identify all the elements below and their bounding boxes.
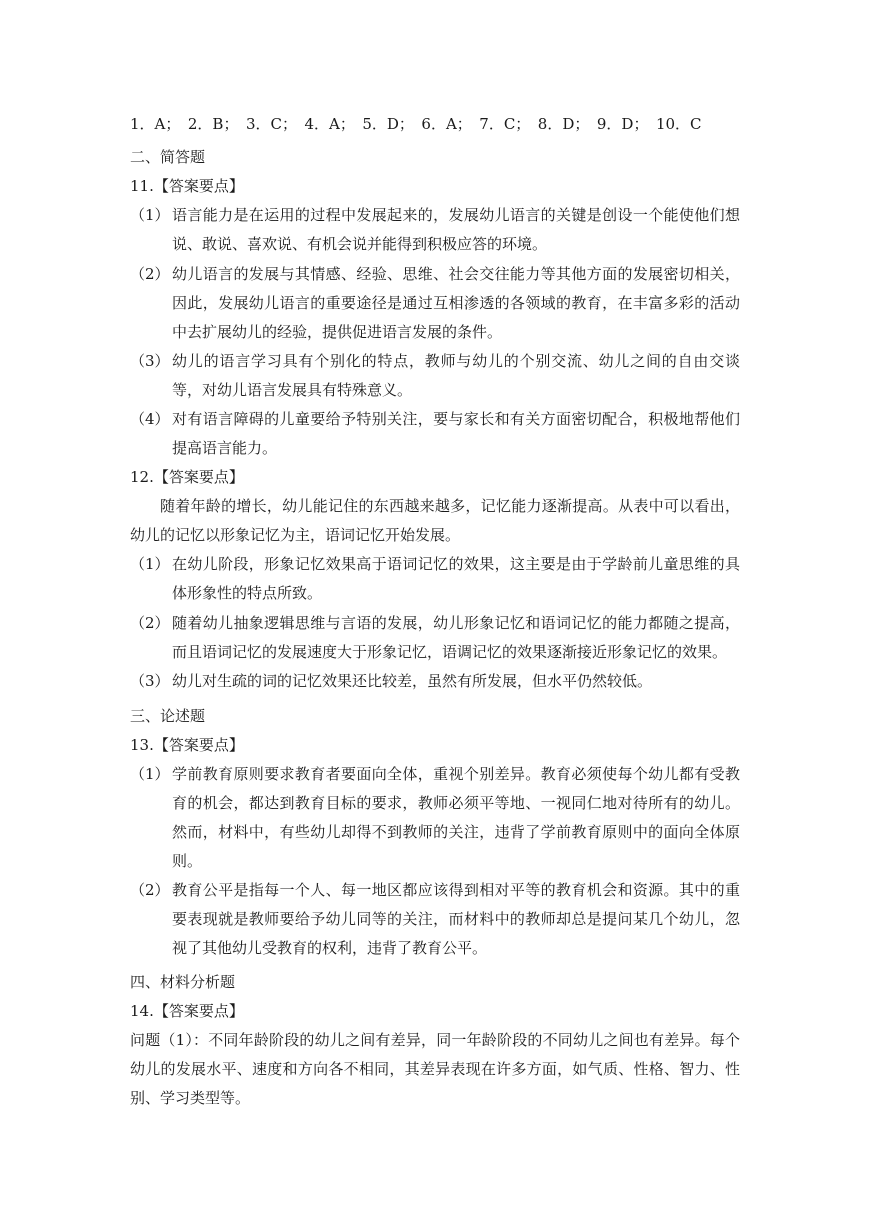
point-number: （4） xyxy=(130,410,170,428)
point-text: 幼儿语言的发展与其情感、经验、思维、社会交往能力等其他方面的发展密切相关，因此，发展幼儿语言的重要途径是通过互相渗透的各领域的教育，在丰富多彩的活动中去扩展幼儿的经验，提供促进语言发展的条件。 xyxy=(172,265,740,341)
q12-point-2 xyxy=(130,609,740,667)
q11-point-2 xyxy=(130,260,740,347)
answer-label-q12: 12.【答案要点】 xyxy=(130,468,244,486)
q12-point-1 xyxy=(130,550,740,608)
q11-point-4 xyxy=(130,405,740,463)
point-number: （1） xyxy=(130,206,170,224)
point-text: 在幼儿阶段，形象记忆效果高于语词记忆的效果，这主要是由于学龄前儿童思维的具体形象性的特点所致。 xyxy=(172,555,740,602)
multiple-choice-answers: 1．A； 2．B； 3．C； 4．A； 5．D； 6．A； 7．C； 8．D； 9．D； 10．C xyxy=(130,115,702,133)
answer-label-q11: 11.【答案要点】 xyxy=(130,177,244,195)
q12-intro-paragraph: 随着年龄的增长，幼儿能记住的东西越来越多，记忆能力逐渐提高。从表中可以看出，幼儿的记忆以形象记忆为主，语词记忆开始发展。 xyxy=(130,497,740,544)
section-heading-short-answer: 二、简答题 xyxy=(130,148,206,166)
section-heading-essay: 三、论述题 xyxy=(130,707,206,725)
answer-label-q13: 13.【答案要点】 xyxy=(130,736,244,754)
section-heading-material-analysis: 四、材料分析题 xyxy=(130,973,236,991)
answer-label-q14: 14.【答案要点】 xyxy=(130,1002,244,1020)
q13-point-1 xyxy=(130,760,740,876)
point-text: 幼儿对生疏的词的记忆效果还比较差，虽然有所发展，但水平仍然较低。 xyxy=(172,672,653,690)
point-number: （2） xyxy=(130,265,170,283)
point-number: （3） xyxy=(130,352,170,370)
point-number: （2） xyxy=(130,614,170,632)
point-text: 随着幼儿抽象逻辑思维与言语的发展，幼儿形象记忆和语词记忆的能力都随之提高，而且语词记忆的发展速度大于形象记忆，语调记忆的效果逐渐接近形象记忆的效果。 xyxy=(172,614,740,661)
q14-answer-paragraph: 问题（1）：不同年龄阶段的幼儿之间有差异，同一年龄阶段的不同幼儿之间也有差异。每个幼儿的发展水平、速度和方向各不相同，其差异表现在许多方面，如气质、性格、智力、性别、学习类型等。 xyxy=(130,1031,740,1107)
q13-point-2 xyxy=(130,876,740,963)
q11-point-3 xyxy=(130,347,740,405)
point-text: 对有语言障碍的儿童要给予特别关注，要与家长和有关方面密切配合，积极地帮他们提高语言能力。 xyxy=(172,410,740,457)
q12-point-3 xyxy=(130,667,740,696)
point-text: 学前教育原则要求教育者要面向全体，重视个别差异。教育必须使每个幼儿都有受教育的机会，都达到教育目标的要求，教师必须平等地、一视同仁地对待所有的幼儿。然而，材料中，有些幼儿却得不到教师的关注，违背了学前教育原则中的面向全体原则。 xyxy=(172,765,740,870)
point-text: 幼儿的语言学习具有个别化的特点，教师与幼儿的个别交流、幼儿之间的自由交谈等，对幼儿语言发展具有特殊意义。 xyxy=(172,352,740,399)
point-number: （3） xyxy=(130,672,170,690)
point-text: 语言能力是在运用的过程中发展起来的，发展幼儿语言的关键是创设一个能使他们想说、敢说、喜欢说、有机会说并能得到积极应答的环境。 xyxy=(172,206,740,253)
point-number: （2） xyxy=(130,881,170,899)
point-number: （1） xyxy=(130,555,170,573)
point-number: （1） xyxy=(130,765,170,783)
q11-point-1 xyxy=(130,201,740,259)
point-text: 教育公平是指每一个人、每一地区都应该得到相对平等的教育机会和资源。其中的重要表现就是教师要给予幼儿同等的关注，而材料中的教师却总是提问某几个幼儿，忽视了其他幼儿受教育的权利，违背了教育公平。 xyxy=(172,881,740,957)
